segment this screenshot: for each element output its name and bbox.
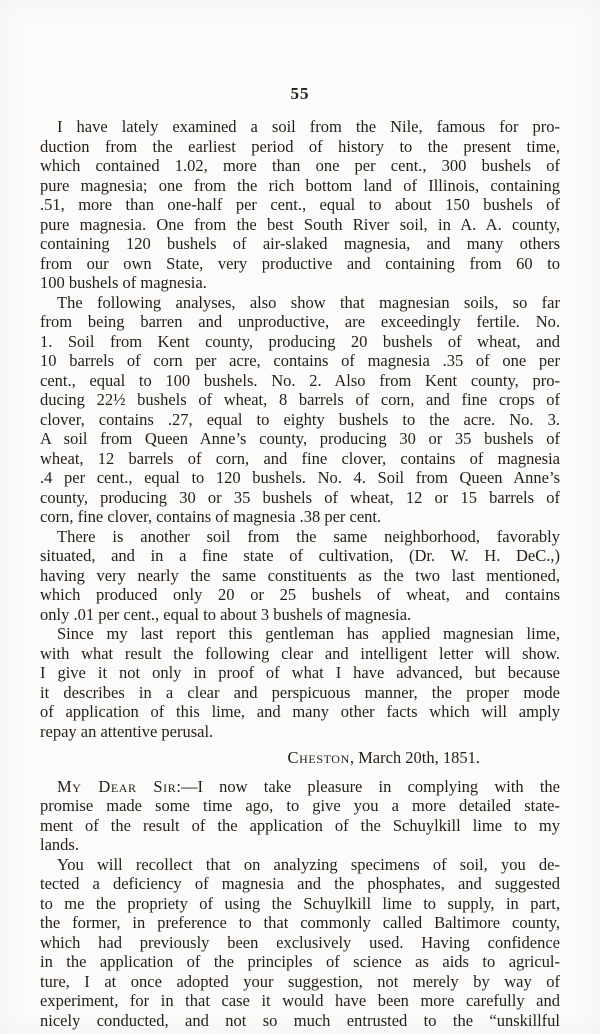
text-line: ture, I at once adopted your suggestion, not merely by way of <box>40 971 560 991</box>
letter-dateline <box>40 748 560 768</box>
text-line: clover, contains .27, equal to eighty bushels to the acre. No. 3. <box>40 409 560 429</box>
text-line: .4 per cent., equal to 120 bushels. No. 4. Soil from Queen Anne’s <box>40 468 560 487</box>
text-line: the former, in preference to that commonly called Baltimore county, <box>40 913 560 932</box>
text-line: repay an attentive perusal. <box>40 721 214 741</box>
text-line: ducing 22½ bushels of wheat, 8 barrels of corn, and fine crops of <box>40 390 560 409</box>
text-line: There is another soil from the same neighborhood, favorably <box>57 526 560 546</box>
report-paragraph-neighborhood-soil <box>40 527 560 625</box>
text-line: The following analyses, also show that magnesian soils, so far <box>57 292 560 312</box>
text-line: experiment, for in that case it would have been more carefully and <box>40 991 560 1010</box>
text-line: which contained 1.02, more than one per cent., 300 bushels of <box>40 156 560 175</box>
text-line: which produced only 20 or 25 bushels of wheat, and contains <box>40 585 560 604</box>
text-line: pure magnesia; one from the rich bottom land of Illinois, containing <box>40 175 560 195</box>
text-line: county, producing 30 or 35 bushels of wheat, 12 or 15 barrels of <box>40 487 560 507</box>
text-line: 100 bushels of magnesia. <box>40 273 207 292</box>
text-line: only .01 per cent., equal to about 3 bushels of magnesia. <box>40 604 412 624</box>
text-line: pure magnesia. One from the best South River soil, in A. A. county, <box>40 214 560 234</box>
text-line: tected a deficiency of magnesia and the phosphates, and suggested <box>40 874 560 893</box>
text-line: ment of the result of the application of the Schuylkill lime to my <box>40 815 560 835</box>
text-line: from being barren and unproductive, are exceedingly fertile. No. <box>40 312 560 331</box>
report-paragraph-nile-soils <box>40 117 560 293</box>
letter-opening-text: I now take pleasure in complying with the <box>197 776 561 796</box>
text-line: in the application of the principles of science as aids to agricul- <box>40 952 560 971</box>
text-line: duction from the earliest period of history to the present time, <box>40 136 560 156</box>
dateline-place: Cheston <box>287 748 350 767</box>
text-line: I give it not only in proof of what I have advanced, but because <box>40 663 560 682</box>
letter-salutation: My Dear Sir <box>57 776 177 796</box>
text-line: to me the propriety of using the Schuylkill lime to supply, in part, <box>40 893 560 913</box>
text-line: wheat, 12 barrels of corn, and fine clover, contains of magnesia <box>40 448 560 468</box>
letter-salutation-separator: :— <box>176 776 198 796</box>
text-line: containing 120 bushels of air-slaked magnesia, and many others <box>40 234 560 253</box>
report-paragraph-analyses <box>40 293 560 527</box>
text-line: nicely conducted, and not so much entrusted to the “unskillful <box>40 1010 560 1030</box>
text-line: 1. Soil from Kent county, producing 20 bushels of wheat, and <box>40 331 560 351</box>
letter-paragraph-opening-body <box>40 796 560 855</box>
letter-paragraph-recollect <box>40 855 560 1031</box>
report-paragraph-magnesian-lime <box>40 624 560 741</box>
text-line: promise made some time ago, to give you a more detailed state- <box>40 796 560 815</box>
page-number: 55 <box>290 84 310 103</box>
text-line: having very nearly the same constituents as the two last mentioned, <box>40 565 560 585</box>
text-line: which had previously been exclusively used. Having confidence <box>40 932 560 952</box>
text-line: .51, more than one-half per cent., equal to about 150 bushels of <box>40 195 560 214</box>
text-line: it describes in a clear and perspicuous manner, the proper mode <box>40 682 560 702</box>
text-line: with what result the following clear and intelligent letter will show. <box>40 643 560 663</box>
text-line: 10 barrels of corn per acre, contains of magnesia .35 of one per <box>40 351 560 370</box>
text-line: I have lately examined a soil from the Nile, famous for pro- <box>57 117 560 136</box>
text-line: Since my last report this gentleman has applied magnesian lime, <box>57 624 560 643</box>
text-line: situated, and in a fine state of cultivation, (Dr. W. H. DeC.,) <box>40 546 560 565</box>
text-line: You will recollect that on analyzing specimens of soil, you de- <box>57 854 560 874</box>
text-line: lands. <box>40 835 79 854</box>
text-line: from our own State, very productive and containing from 60 to <box>40 253 560 273</box>
letter-opening-line <box>40 777 560 797</box>
text-line: A soil from Queen Anne’s county, producing 30 or 35 bushels of <box>40 429 560 448</box>
letter-paragraph-opening <box>40 777 560 855</box>
dateline-date: , March 20th, 1851. <box>349 748 480 767</box>
text-line: of application of this lime, and many other facts which will amply <box>40 702 560 721</box>
text-line: corn, fine clover, contains of magnesia .38 per cent. <box>40 507 382 526</box>
text-line: cent., equal to 100 bushels. No. 2. Also from Kent county, pro- <box>40 370 560 390</box>
